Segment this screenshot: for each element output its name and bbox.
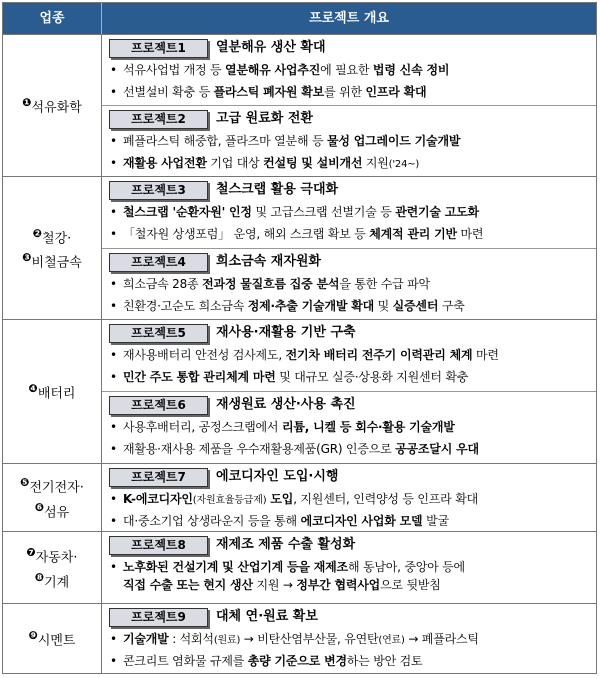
project-7	[102, 463, 596, 531]
project-tag: 프로젝트8	[109, 536, 208, 555]
project-1	[102, 34, 596, 105]
sector-steel-nonferrous: $^❷$철강· $^❸$비철금속	[3, 176, 102, 319]
project-tag: 프로젝트5	[109, 324, 208, 343]
project-name: 재사용·재활용 기반 구축	[216, 325, 356, 340]
sector-auto-machinery: $^❼$자동차· $^❽$기계	[3, 531, 102, 603]
project-name: 희소금속 재자원화	[216, 254, 321, 269]
project-4	[102, 248, 596, 319]
bullet: • 노후화된 건설기계 및 산업기계 등을 재제조해 동남아, 중앙아 등에 직접 수출 또는 현지 생산 지원 → 정부간 협력사업으로 뒷받침	[102, 558, 596, 598]
bullet: • 선별설비 확충 등 플라스틱 폐자원 확보를 위한 인프라 확대	[102, 83, 596, 105]
project-tag: 프로젝트1	[109, 39, 208, 58]
bullet: • 희소금속 28종 전과정 물질흐름 집중 분석을 통한 수급 파악	[102, 275, 596, 297]
project-tag: 프로젝트7	[109, 468, 208, 487]
project-name: 열분해유 생산 확대	[216, 40, 326, 55]
project-tag: 프로젝트9	[109, 608, 208, 627]
project-tag: 프로젝트2	[109, 110, 208, 129]
project-9	[102, 603, 596, 673]
bullet: • 대·중소기업 상생라운지 등을 통해 에코디자인 사업화 모델 발굴	[102, 512, 596, 534]
bullet: • 석유사업법 개정 등 열분해유 사업추진에 필요한 법령 신속 정비	[102, 61, 596, 83]
bullet: • 기술개발 : 석회석(원료) → 비탄산염부산물, 유연탄(연료) → 폐플라스틱	[102, 630, 596, 652]
project-tag: 프로젝트4	[109, 253, 208, 272]
bullet: • 재활용 사업전환 기업 대상 컨설팅 및 설비개선 지원('24~)	[102, 154, 596, 176]
project-table	[2, 2, 597, 674]
project-5	[102, 319, 596, 391]
project-name: 재생원료 생산·사용 촉진	[216, 397, 356, 412]
project-tag: 프로젝트6	[109, 396, 208, 415]
bullet: • 친환경·고순도 희소금속 정제·추출 기술개발 확대 및 실증센터 구축	[102, 297, 596, 319]
sector-cement: $^❾$시멘트	[3, 603, 102, 673]
project-name: 대체 연·원료 확보	[216, 609, 318, 624]
project-6	[102, 391, 596, 463]
bullet: • 콘크리트 염화물 규제를 총량 기준으로 변경하는 방안 검토	[102, 652, 596, 674]
bullet: • 민간 주도 통합 관리체계 마련 및 대규모 실증·상용화 지원센터 확충	[102, 368, 596, 390]
table-header	[3, 3, 596, 34]
project-2	[102, 105, 596, 176]
bullet: • 재사용배터리 안전성 검사제도, 전기차 배터리 전주기 이력관리 체계 마련	[102, 346, 596, 368]
project-name: 철스크랩 활용 극대화	[216, 182, 339, 197]
project-3	[102, 176, 596, 248]
bullet: • 철스크랩 '순환자원' 인정 및 고급스크랩 선별기술 등 관련기술 고도화	[102, 203, 596, 225]
bullet: • K-에코디자인(자원효율등급제) 도입, 지원센터, 인력양성 등 인프라 확대	[102, 490, 596, 512]
project-name: 고급 원료화 전환	[216, 111, 313, 126]
project-name: 에코디자인 도입·시행	[216, 469, 339, 484]
project-tag: 프로젝트3	[109, 181, 208, 200]
bullet: • 「철자원 상생포럼」 운영, 해외 스크랩 확보 등 체계적 관리 기반 마련	[102, 225, 596, 247]
header-overview: 프로젝트 개요	[309, 11, 389, 26]
sector-petrochemical: $^❶$석유화학	[3, 34, 102, 176]
project-8	[102, 531, 596, 603]
bullet: • 사용후배터리, 공정스크랩에서 리튬, 니켈 등 회수·활용 기술개발	[102, 418, 596, 440]
header-sector: 업종	[3, 3, 102, 34]
sector-electronics-textile: $^❺$전기전자· $^❻$섬유	[3, 463, 102, 531]
bullet: • 재활용·재사용 제품을 우수재활용제품(GR) 인증으로 공공조달시 우대	[102, 440, 596, 462]
sector-battery: $^❹$배터리	[3, 319, 102, 463]
project-name: 재제조 제품 수출 활성화	[216, 537, 356, 552]
bullet: • 폐플라스틱 해중합, 플라즈마 열분해 등 물성 업그레이드 기술개발	[102, 132, 596, 154]
